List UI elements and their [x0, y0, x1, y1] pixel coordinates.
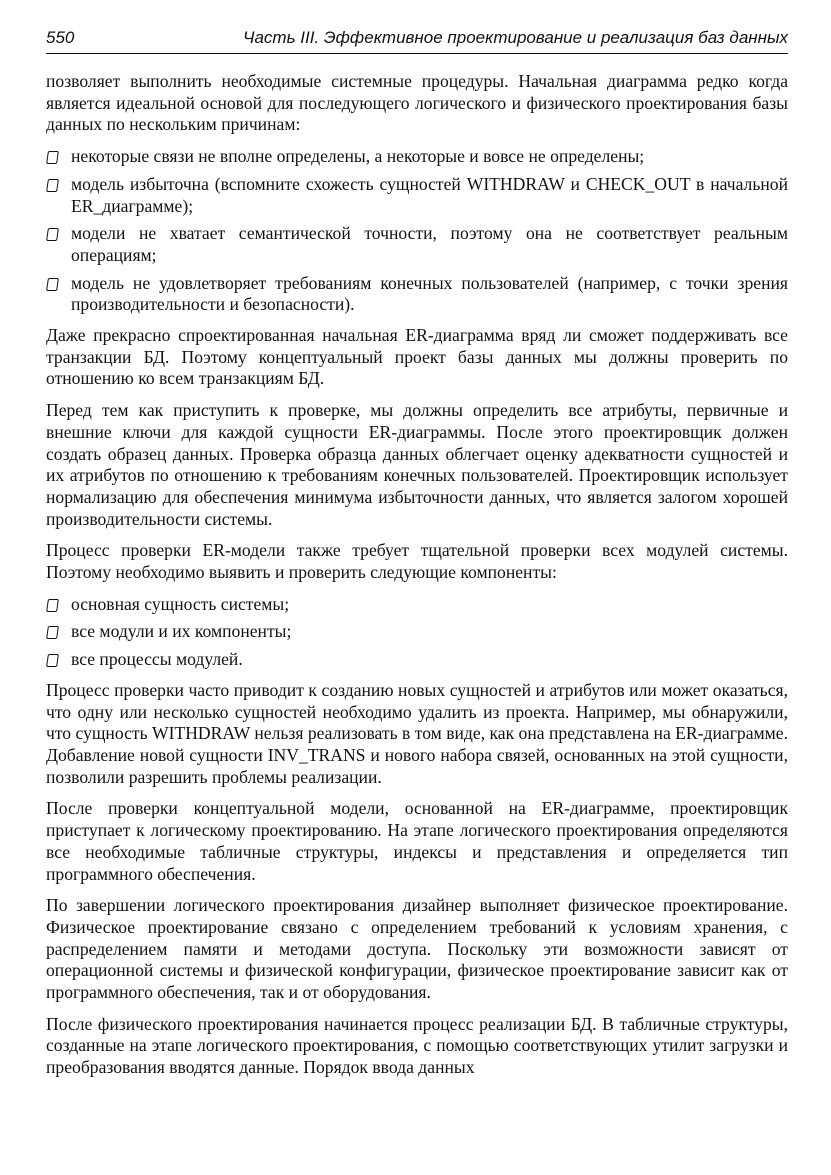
- square-bullet-icon: [46, 599, 59, 612]
- square-bullet-icon: [46, 151, 59, 164]
- page-body: [46, 71, 788, 1079]
- square-bullet-icon: [46, 179, 59, 192]
- square-bullet-icon: [46, 228, 59, 241]
- list-item: все процессы модулей.: [46, 649, 788, 671]
- list-item: модель не удовлетворяет требованиям конечных пользователей (например, с точки зрения производительности и безопасности).: [46, 273, 788, 316]
- paragraph: По завершении логического проектирования дизайнер выполняет физическое проектирование. Физическое проектирование связано с определением требований к условиям хранения, с распределением памяти и методами доступа. Поскольку эти возможности зависят от операционной системы и физической конфигурации, физическое проектирование зависит как от программного обеспечения, так и от оборудования.: [46, 895, 788, 1003]
- paragraph: Процесс проверки часто приводит к созданию новых сущностей и атрибутов или может оказаться, что одну или несколько сущностей необходимо удалить из проекта. Например, мы обнаружили, что сущность WITHDRAW нельзя реализовать в том виде, как она представлена на ER-диаграмме. Добавление новой сущности INV_TRANS и нового набора связей, основанных на этой сущности, позволили разрешить проблемы реализации.: [46, 679, 788, 787]
- list-item: все модули и их компоненты;: [46, 621, 788, 643]
- square-bullet-icon: [46, 278, 59, 291]
- list-item: некоторые связи не вполне определены, а некоторые и вовсе не определены;: [46, 146, 788, 168]
- square-bullet-icon: [46, 654, 59, 667]
- paragraph: Процесс проверки ER-модели также требует тщательной проверки всех модулей системы. Поэтому необходимо выявить и проверить следующие компоненты:: [46, 540, 788, 583]
- list-item: основная сущность системы;: [46, 594, 788, 616]
- book-page: [46, 28, 788, 1089]
- square-bullet-icon: [46, 626, 59, 639]
- list-item: модель избыточна (вспомните схожесть сущностей WITHDRAW и CHECK_OUT в начальной ER_диаграмме);: [46, 174, 788, 217]
- paragraph: Даже прекрасно спроектированная начальная ER-диаграмма вряд ли сможет поддерживать все транзакции БД. Поэтому концептуальный проект базы данных мы должны проверить по отношению ко всем транзакциям БД.: [46, 325, 788, 389]
- paragraph: позволяет выполнить необходимые системные процедуры. Начальная диаграмма редко когда является идеальной основой для последующего логического и физического проектирования базы данных по нескольким причинам:: [46, 71, 788, 135]
- bullet-list: [46, 594, 788, 671]
- paragraph: После физического проектирования начинается процесс реализации БД. В табличные структуры, созданные на этапе логического проектирования, с помощью соответствующих утилит загрузки и преобразования вводятся данные. Порядок ввода данных: [46, 1013, 788, 1078]
- running-title: Часть III. Эффективное проектирование и реализация баз данных: [243, 28, 788, 47]
- page-header: [46, 28, 788, 54]
- paragraph: Перед тем как приступить к проверке, мы должны определить все атрибуты, первичные и внешние ключи для каждой сущности ER-диаграммы. После этого проектировщик должен создать образец данных. Проверка образца данных облегчает оценку адекватности сущностей и их атрибутов по отношению к требованиям конечных пользователей. Проектировщик использует нормализацию для обеспечения минимума избыточности данных, что является залогом хорошей производительности системы.: [46, 400, 788, 529]
- list-item: модели не хватает семантической точности, поэтому она не соответствует реальным операциям;: [46, 223, 788, 266]
- paragraph: После проверки концептуальной модели, основанной на ER-диаграмме, проектировщик приступает к логическому проектированию. На этапе логического проектирования определяются все необходимые табличные структуры, индексы и представления и определяется тип программного обеспечения.: [46, 798, 788, 884]
- bullet-list: [46, 146, 788, 316]
- page-number: 550: [46, 28, 75, 47]
